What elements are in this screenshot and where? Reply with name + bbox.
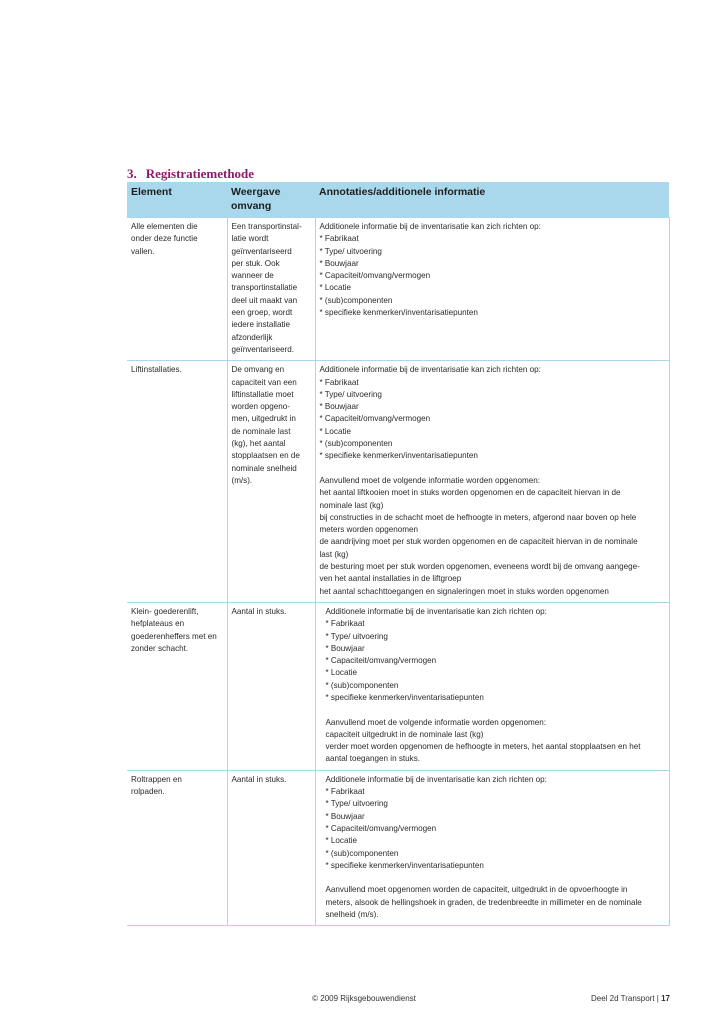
annotation-line: * Type/ uitvoering	[325, 799, 388, 809]
additional-info-line: het aantal liftkooien moet in stuks worden opgenomen en de capaciteit hiervan in de	[319, 488, 621, 498]
annotation-line: * Fabrikaat	[319, 234, 359, 244]
additional-info-line: Aanvullend moet opgenomen worden de capaciteit, uitgedrukt in de opvoerhoogte in	[325, 885, 628, 895]
additional-info-line: meters worden opgenomen	[319, 525, 419, 535]
annotation-line: * Fabrikaat	[319, 377, 359, 387]
annotation-line: * Locatie	[319, 283, 351, 293]
additional-info-line: de aandrijving moet per stuk worden opgenomen en de capaciteit hiervan in de nominale	[319, 537, 638, 547]
omvang-text-line: liftinstallatie moet	[231, 389, 294, 399]
omvang-cell	[227, 602, 315, 770]
annotation-line: * Capaciteit/omvang/vermogen	[319, 271, 431, 281]
footer-page-info	[591, 994, 670, 1003]
omvang-text-line: transportinstallatie	[231, 283, 298, 293]
omvang-text-line: iedere installatie	[231, 320, 290, 330]
omvang-text-line: geïnventariseerd.	[231, 344, 295, 354]
additional-info-line: Aanvullend moet de volgende informatie worden opgenomen:	[325, 717, 546, 727]
omvang-text-line: worden opgeno-	[231, 402, 290, 412]
element-text-line: Liftinstallaties.	[131, 365, 182, 375]
annotation-line: * (sub)componenten	[325, 848, 399, 858]
page-number: 17	[661, 994, 670, 1003]
annotaties-cell	[315, 602, 669, 770]
omvang-text-line: wanneer de	[231, 271, 274, 281]
additional-info-line: bij constructies in de schacht moet de hefhoogte in meters, afgerond naar boven op hele	[319, 512, 637, 522]
omvang-cell	[227, 770, 315, 926]
table-row	[127, 218, 669, 361]
element-text-line: zonder schacht.	[131, 643, 189, 653]
element-cell	[127, 361, 227, 603]
additional-info-line: last (kg)	[319, 549, 349, 559]
additional-info-line: aantal toegangen in stuks.	[325, 754, 420, 764]
annotation-line: Additionele informatie bij de inventarisatie kan zich richten op:	[319, 365, 541, 375]
annotation-line: * Bouwjaar	[319, 258, 359, 268]
annotation-line: * Fabrikaat	[325, 787, 365, 797]
annotation-line: * Locatie	[325, 668, 357, 678]
table-header-row	[127, 182, 669, 218]
paragraph-gap	[326, 704, 665, 716]
table-row	[127, 361, 669, 603]
additional-info-line: snelheid (m/s).	[325, 910, 379, 920]
section-title: Registratiemethode	[145, 166, 255, 181]
omvang-text-line: de nominale last	[231, 426, 291, 436]
annotation-line: Additionele informatie bij de inventarisatie kan zich richten op:	[325, 774, 547, 784]
element-text-line: onder deze functie	[131, 234, 198, 244]
omvang-text-line: Een transportinstal-	[231, 222, 302, 231]
annotation-line: * Capaciteit/omvang/vermogen	[325, 823, 437, 833]
annotation-line: Additionele informatie bij de inventarisatie kan zich richten op:	[319, 222, 541, 231]
annotation-line: * (sub)componenten	[325, 680, 399, 690]
omvang-text-line: een groep, wordt	[231, 308, 293, 318]
omvang-text-line: per stuk. Ook	[231, 258, 280, 268]
element-cell	[127, 770, 227, 926]
additional-info-line: het aantal schachttoegangen en signaleringen moet in stuks worden opgenomen	[319, 586, 609, 596]
annotation-line: * Capaciteit/omvang/vermogen	[325, 656, 437, 666]
annotation-line: * Bouwjaar	[325, 811, 365, 821]
table-row	[127, 602, 669, 770]
table-body	[127, 218, 669, 926]
annotation-line: * Bouwjaar	[319, 402, 359, 412]
annotation-line: * Bouwjaar	[325, 643, 365, 653]
element-cell	[127, 602, 227, 770]
additional-info-line: nominale last (kg)	[319, 500, 384, 510]
element-text-line: Alle elementen die	[131, 222, 198, 231]
omvang-text-line: (m/s).	[231, 475, 253, 485]
element-text-line: vallen.	[131, 246, 155, 256]
annotation-line: * (sub)componenten	[319, 295, 393, 305]
omvang-cell	[227, 218, 315, 361]
omvang-text-line: stopplaatsen en de	[231, 451, 300, 461]
footer-copyright: © 2009 Rijksgebouwendienst	[312, 994, 416, 1003]
header-omvang: Weergave omvang	[227, 182, 315, 218]
annotation-line: * Locatie	[325, 836, 357, 846]
additional-info-line: verder moet worden opgenomen de hefhoogte in meters, het aantal stopplaatsen en het	[325, 742, 641, 752]
annotation-line: Additionele informatie bij de inventarisatie kan zich richten op:	[325, 606, 547, 616]
annotation-line: * specifieke kenmerken/inventarisatiepunten	[319, 451, 478, 461]
annotation-line: * Locatie	[319, 426, 351, 436]
paragraph-gap	[326, 872, 665, 884]
element-text-line: Roltrappen en	[131, 774, 182, 784]
annotation-line: * (sub)componenten	[319, 439, 393, 449]
additional-info-line: Aanvullend moet de volgende informatie worden opgenomen:	[319, 475, 540, 485]
omvang-text-line: latie wordt	[231, 234, 269, 244]
element-text-line: goederenheffers met en	[131, 631, 217, 641]
annotation-line: * specifieke kenmerken/inventarisatiepunten	[325, 692, 484, 702]
annotation-line: * Type/ uitvoering	[325, 631, 388, 641]
additional-info-line: ven het aantal installaties in de liftgroep	[319, 574, 462, 584]
element-text-line: hefplateaus en	[131, 619, 185, 629]
element-text-line: rolpaden.	[131, 787, 165, 797]
section-heading	[127, 166, 254, 182]
additional-info-line: capaciteit uitgedrukt in de nominale last (kg)	[325, 729, 484, 739]
header-element: Element	[127, 182, 227, 218]
omvang-text-line: geïnventariseerd	[231, 246, 292, 256]
annotation-line: * specifieke kenmerken/inventarisatiepunten	[325, 860, 484, 870]
omvang-text-line: De omvang en	[231, 365, 285, 375]
omvang-text-line: Aantal in stuks.	[231, 606, 287, 616]
annotaties-cell	[315, 361, 669, 603]
omvang-cell	[227, 361, 315, 603]
annotaties-cell	[315, 218, 669, 361]
additional-info-line: meters, alsook de hellingshoek in graden, de tredenbreedte in millimeter en de nominale	[325, 897, 642, 907]
omvang-text-line: (kg), het aantal	[231, 439, 286, 449]
annotation-line: * Fabrikaat	[325, 619, 365, 629]
omvang-text-line: afzonderlijk	[231, 332, 273, 342]
footer-part-label: Deel 2d Transport |	[590, 994, 659, 1003]
annotation-line: * Capaciteit/omvang/vermogen	[319, 414, 431, 424]
header-annotaties: Annotaties/additionele informatie	[315, 182, 669, 218]
omvang-text-line: nominale snelheid	[231, 463, 297, 473]
registration-table	[127, 182, 670, 926]
omvang-text-line: deel uit maakt van	[231, 295, 298, 305]
annotation-line: * specifieke kenmerken/inventarisatiepunten	[319, 308, 478, 318]
omvang-text-line: Aantal in stuks.	[231, 774, 287, 784]
annotation-line: * Type/ uitvoering	[319, 246, 382, 256]
additional-info-line: de besturing moet per stuk worden opgenomen, eveneens wordt bij de omvang aangege-	[319, 562, 640, 572]
omvang-text-line: capaciteit van een	[231, 377, 297, 387]
element-cell	[127, 218, 227, 361]
section-number: 3.	[127, 166, 137, 181]
annotaties-cell	[315, 770, 669, 926]
element-text-line: Klein- goederenlift,	[131, 606, 199, 616]
paragraph-gap	[320, 463, 665, 475]
table-row	[127, 770, 669, 926]
annotation-line: * Type/ uitvoering	[319, 389, 382, 399]
omvang-text-line: men, uitgedrukt in	[231, 414, 296, 424]
